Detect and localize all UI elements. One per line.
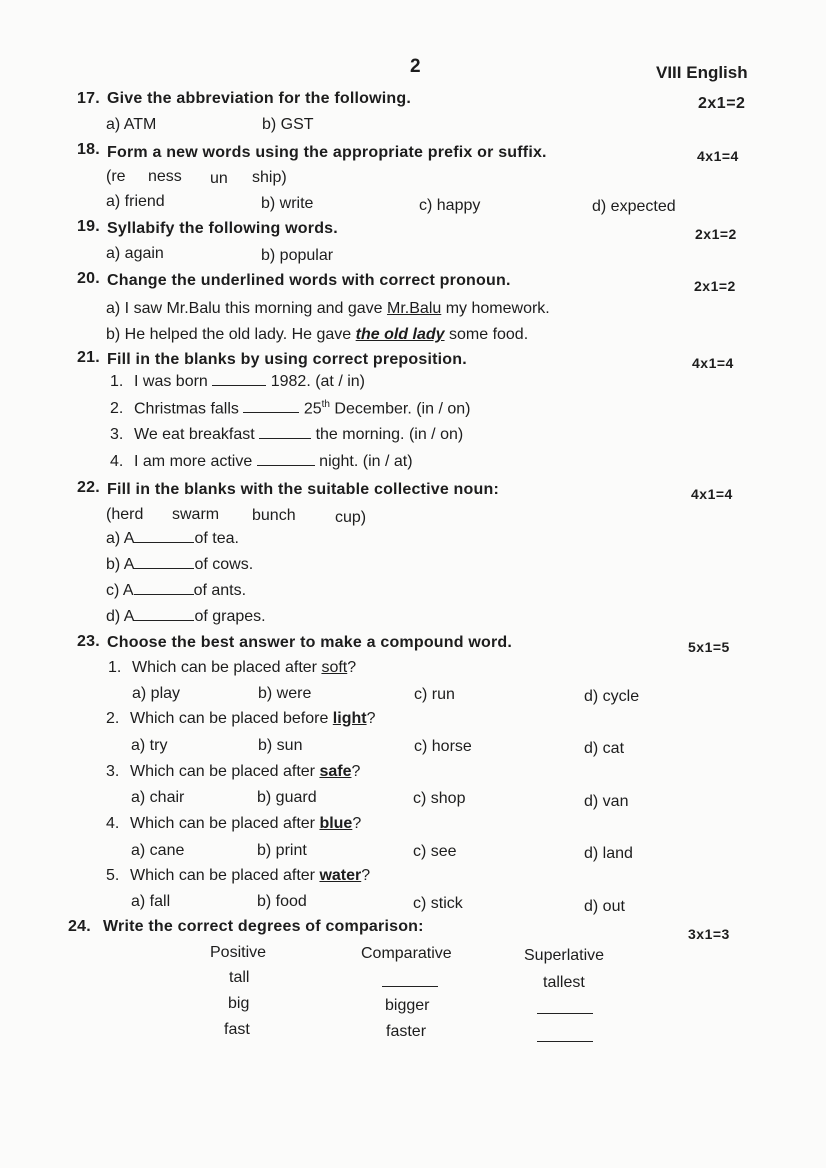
option-b[interactable]: b) sun bbox=[258, 737, 303, 754]
q20-a-end: my homework. bbox=[441, 300, 550, 317]
option-d[interactable]: d) van bbox=[584, 793, 629, 810]
option-a[interactable]: a) cane bbox=[131, 842, 185, 859]
option-d[interactable]: d) cycle bbox=[584, 688, 640, 705]
q20-marks: 2x1=2 bbox=[694, 278, 736, 294]
q23-item-question bbox=[106, 763, 360, 781]
q23-number: 23. bbox=[77, 633, 100, 650]
q20-b-underlined: the old lady bbox=[355, 326, 445, 343]
key-word: water bbox=[319, 867, 362, 884]
item-number: 2. bbox=[106, 710, 120, 727]
option-b[interactable]: b) were bbox=[258, 685, 312, 702]
table-header-comparative: Comparative bbox=[361, 945, 452, 962]
item-text-end: the morning. (in / on) bbox=[315, 426, 464, 443]
option-c[interactable]: c) run bbox=[414, 686, 455, 703]
answer-blank[interactable] bbox=[243, 400, 299, 413]
q17-option-b: b) GST bbox=[262, 116, 314, 133]
q22-item bbox=[106, 530, 239, 548]
q22-item bbox=[106, 556, 253, 574]
q19-text: Syllabify the following words. bbox=[107, 220, 338, 237]
q19-option-b: b) popular bbox=[261, 247, 334, 264]
item-label: c) A bbox=[106, 582, 134, 599]
item-text: of tea. bbox=[194, 530, 239, 547]
item-qmark: ? bbox=[361, 867, 371, 884]
q21-item bbox=[110, 373, 365, 391]
q22-number: 22. bbox=[77, 479, 100, 496]
item-text: of ants. bbox=[193, 582, 247, 599]
option-b[interactable]: b) guard bbox=[257, 789, 317, 806]
key-word: light bbox=[332, 710, 367, 727]
option-d[interactable]: d) land bbox=[584, 845, 633, 862]
q18-option-a: a) friend bbox=[106, 193, 165, 210]
item-label: b) A bbox=[106, 556, 135, 573]
q24-number: 24. bbox=[68, 918, 91, 935]
q23-item-question bbox=[106, 710, 375, 728]
comparative-blank[interactable] bbox=[382, 986, 438, 987]
q18-number: 18. bbox=[77, 141, 100, 158]
q24-text: Write the correct degrees of comparison: bbox=[103, 918, 424, 935]
q21-item bbox=[110, 453, 413, 471]
item-text-end: 1982. (at / in) bbox=[270, 373, 365, 390]
q18-option-c: c) happy bbox=[419, 197, 481, 214]
item-number: 4. bbox=[106, 815, 120, 832]
item-qmark: ? bbox=[366, 710, 376, 727]
q20-number: 20. bbox=[77, 270, 100, 287]
q17-text: Give the abbreviation for the following. bbox=[107, 90, 412, 107]
option-c[interactable]: c) shop bbox=[413, 790, 466, 807]
answer-blank[interactable] bbox=[134, 530, 194, 543]
q22-choice: swarm bbox=[172, 506, 220, 523]
q21-text: Fill in the blanks by using correct preposition. bbox=[107, 351, 467, 368]
q18-choice: un bbox=[210, 170, 228, 187]
item-text: Which can be placed before bbox=[130, 710, 333, 727]
item-label: d) A bbox=[106, 608, 135, 625]
answer-blank[interactable] bbox=[134, 582, 194, 595]
answer-blank[interactable] bbox=[134, 556, 194, 569]
q17-marks: 2x1=2 bbox=[698, 95, 746, 112]
page-number: 2 bbox=[410, 56, 421, 77]
q19-number: 19. bbox=[77, 218, 100, 235]
item-text: Which can be placed after bbox=[130, 815, 320, 832]
q17-number: 17. bbox=[77, 90, 100, 107]
q20-a-underlined: Mr.Balu bbox=[387, 300, 442, 317]
q20-sentence-b bbox=[106, 326, 528, 344]
subject-label: VIII English bbox=[656, 63, 748, 82]
option-c[interactable]: c) horse bbox=[414, 738, 472, 755]
item-text: Which can be placed after bbox=[130, 867, 320, 884]
table-cell: tallest bbox=[543, 974, 585, 991]
q20-text: Change the underlined words with correct pronoun. bbox=[107, 272, 511, 289]
item-text: of cows. bbox=[194, 556, 254, 573]
item-text-end: night. (in / at) bbox=[319, 453, 413, 470]
q18-choice: (re bbox=[106, 168, 126, 185]
item-number: 3. bbox=[110, 426, 124, 443]
q20-a-text: a) I saw Mr.Balu this morning and gave bbox=[106, 300, 388, 317]
answer-blank[interactable] bbox=[259, 426, 311, 439]
option-c[interactable]: c) see bbox=[413, 843, 457, 860]
option-a[interactable]: a) fall bbox=[131, 893, 171, 910]
table-header-positive: Positive bbox=[210, 944, 267, 961]
item-qmark: ? bbox=[351, 763, 361, 780]
option-d[interactable]: d) out bbox=[584, 898, 625, 915]
answer-blank[interactable] bbox=[257, 453, 315, 466]
table-cell: bigger bbox=[385, 997, 430, 1014]
q24-marks: 3x1=3 bbox=[688, 926, 730, 942]
q18-text: Form a new words using the appropriate prefix or suffix. bbox=[107, 144, 547, 161]
q21-item bbox=[110, 399, 470, 418]
table-cell: tall bbox=[229, 969, 250, 986]
option-d[interactable]: d) cat bbox=[584, 740, 625, 757]
option-a[interactable]: a) play bbox=[132, 685, 181, 702]
item-text: I was born bbox=[134, 373, 208, 390]
item-number: 1. bbox=[110, 373, 124, 390]
option-b[interactable]: b) print bbox=[257, 842, 307, 859]
q18-option-b: b) write bbox=[261, 195, 314, 212]
item-text: Which can be placed after bbox=[130, 763, 320, 780]
q22-item bbox=[106, 582, 246, 600]
item-number: 1. bbox=[108, 659, 122, 676]
q19-marks: 2x1=2 bbox=[695, 226, 737, 242]
q23-item-question bbox=[106, 867, 370, 885]
q22-text: Fill in the blanks with the suitable collective noun: bbox=[107, 481, 499, 498]
table-cell: fast bbox=[224, 1021, 250, 1038]
q23-item-question bbox=[108, 659, 356, 677]
q17-option-a: a) ATM bbox=[106, 116, 157, 133]
q22-choice: (herd bbox=[106, 506, 144, 523]
option-a[interactable]: a) try bbox=[131, 737, 168, 754]
item-qmark: ? bbox=[352, 815, 362, 832]
item-text: Christmas falls bbox=[134, 400, 239, 418]
q22-item bbox=[106, 608, 266, 626]
item-number: 2. bbox=[110, 400, 124, 418]
table-cell: faster bbox=[386, 1023, 427, 1040]
q22-choice: cup) bbox=[335, 509, 367, 526]
key-word: blue bbox=[319, 815, 353, 832]
q19-option-a: a) again bbox=[106, 245, 164, 262]
q23-item-question bbox=[106, 815, 361, 833]
superlative-blank[interactable] bbox=[537, 1013, 593, 1014]
answer-blank[interactable] bbox=[212, 373, 266, 386]
item-date: 25 bbox=[303, 400, 322, 418]
item-label: a) A bbox=[106, 530, 135, 547]
key-word: safe bbox=[319, 763, 352, 780]
item-text: Which can be placed after bbox=[132, 659, 322, 676]
q22-marks: 4x1=4 bbox=[691, 486, 733, 502]
superlative-blank[interactable] bbox=[537, 1041, 593, 1042]
q20-b-end: some food. bbox=[444, 326, 529, 343]
item-text: I am more active bbox=[134, 453, 253, 470]
q18-marks: 4x1=4 bbox=[697, 148, 739, 164]
item-number: 4. bbox=[110, 453, 124, 470]
q23-marks: 5x1=5 bbox=[688, 639, 730, 655]
q20-b-text: b) He helped the old lady. He gave bbox=[106, 326, 356, 343]
q18-choice: ness bbox=[148, 168, 182, 185]
item-text: We eat breakfast bbox=[134, 426, 255, 443]
item-qmark: ? bbox=[347, 659, 357, 676]
option-c[interactable]: c) stick bbox=[413, 895, 463, 912]
option-b[interactable]: b) food bbox=[257, 893, 307, 910]
q23-text: Choose the best answer to make a compound word. bbox=[107, 634, 513, 651]
q21-number: 21. bbox=[77, 349, 100, 366]
item-date-suffix: th bbox=[321, 399, 330, 410]
table-header-superlative: Superlative bbox=[524, 947, 605, 964]
q21-item bbox=[110, 426, 463, 444]
item-text: of grapes. bbox=[194, 608, 266, 625]
item-text-end: December. (in / on) bbox=[329, 400, 471, 418]
table-cell: big bbox=[228, 995, 250, 1012]
q22-choice: bunch bbox=[252, 507, 296, 524]
item-number: 5. bbox=[106, 867, 120, 884]
q21-marks: 4x1=4 bbox=[692, 355, 734, 371]
q18-choice: ship) bbox=[252, 169, 287, 186]
q18-option-d: d) expected bbox=[592, 198, 676, 215]
option-a[interactable]: a) chair bbox=[131, 789, 185, 806]
q20-sentence-a bbox=[106, 300, 550, 318]
item-number: 3. bbox=[106, 763, 120, 780]
key-word: soft bbox=[321, 659, 348, 676]
answer-blank[interactable] bbox=[134, 608, 194, 621]
